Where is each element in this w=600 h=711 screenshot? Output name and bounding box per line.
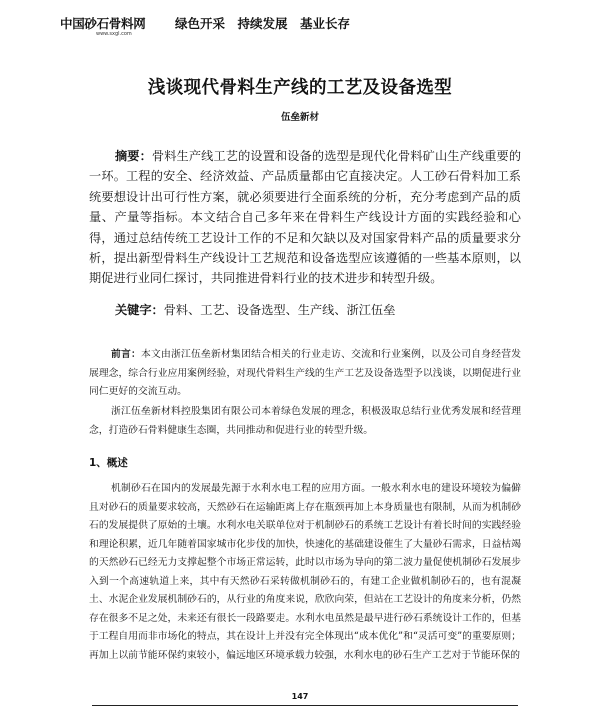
logo-text: 中国砂石骨料网	[60, 16, 146, 31]
logo-url: www.sxgl.com	[96, 31, 132, 37]
preface-paragraph	[89, 346, 521, 402]
keywords-line	[115, 300, 515, 320]
section-body-paragraph: 机制砂石在国内的发展最先源于水利水电工程的应用方面。一般水利水电的建设环境较为偏僻且对砂石的质量要求较高，天然砂石在运输距离上存在瓶颈再加上本身质量也有限制，从而为机制砂石的发展提供了原始的土壤。水利水电关联单位对于机制砂石的系统工艺设计有着长时间的实践经验和理论积累，近几年随着国家城市化步伐的加快，快速化的基础建设催生了大量砂石需求，日益枯竭的天然砂石已经无力支撑起整个市场正常运转，此时以市场为导向的第二波力量促使机制砂石发展步入到一个高速轨道上来，其中有天然砂石采转做机制砂石的，有建工企业做机制砂石的，也有混凝土、水泥企业发展机制砂石的，从行业的角度来说，欣欣向荣，但站在工艺设计的角度来分析，仍然存在很多不足之处，未来还有很长一段路要走。水利水电虽然是最早进行砂石系统设计工作的，但基于工程自用而非市场化的特点，其在设计上并没有完全体现出“成本优化”和“灵活可变”的重要原则；再加上以前节能环保约束较小，偏远地区环境承载力较强，水利水电的砂石生产工艺对于节能环保的	[89, 483, 521, 661]
keywords-text: 骨料、工艺、设备选型、生产线、浙江伍垒	[163, 303, 396, 317]
section-heading-overview: 1、概述	[89, 457, 128, 469]
abstract-label: 摘要：	[115, 149, 152, 163]
footer-divider	[92, 705, 518, 706]
keywords-label: 关键字：	[115, 303, 164, 317]
abstract-paragraph	[89, 146, 521, 289]
preface-label: 前言：	[111, 349, 142, 360]
page-number: 147	[291, 692, 309, 701]
abstract-text: 骨料生产线工艺的设置和设备的选型是现代化骨料矿山生产线重要的一环。工程的安全、经济效益、产品质量都由它直接决定。人工砂石骨料加工系统要想设计出可行性方案，就必须要进行全面系统的分析，充分考虑到产品的质量、产量等指标。本文结合自己多年来在骨料生产线设计方面的实践经验和心得，通过总结传统工艺设计工作的不足和欠缺以及对国家骨料产品的质量要求分析，提出新型骨料生产线设计工艺规范和设备选型应该遵循的一些基本原则，以期促进行业同仁探讨，共同推进骨料行业的技术进步和转型升级。	[89, 149, 522, 286]
site-logo	[60, 14, 170, 37]
preface-text: 本文由浙江伍垒新材集团结合相关的行业走访、交流和行业案例，以及公司自身经营发展理念，综合行业应用案例经验，对现代骨料生产线的生产工艺及设备选型予以浅谈，以期促进行业同仁更好的交流互动。	[89, 349, 521, 397]
preface-paragraph-2: 浙江伍垒新材料控股集团有限公司本着绿色发展的理念，积极汲取总结行业优秀发展和经营理念，打造砂石骨料健康生态圈，共同推动和促进行业的转型升级。	[89, 406, 521, 436]
article-author: 伍垒新材	[280, 112, 319, 123]
article-title: 浅谈现代骨料生产线的工艺及设备选型	[147, 78, 453, 98]
header-slogan: 绿色开采 持续发展 基业长存	[175, 16, 351, 31]
